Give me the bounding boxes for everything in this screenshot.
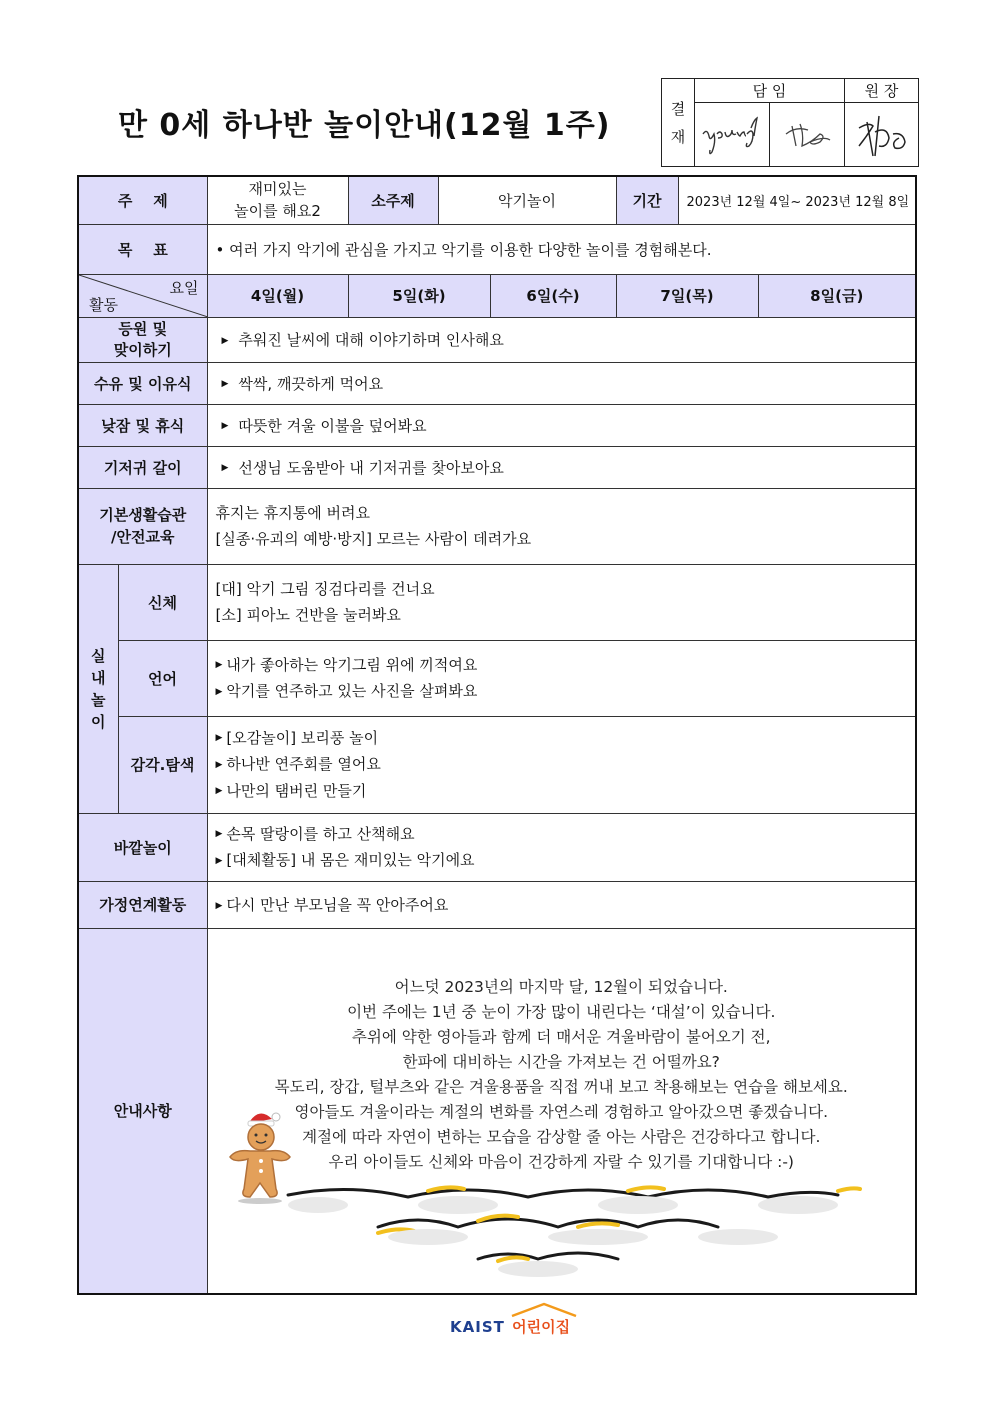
day-wed: 6일(수)	[490, 274, 616, 317]
approval-side-label-1: 결	[670, 99, 686, 118]
signature-director-icon	[845, 104, 918, 166]
outdoor-text-1: 손목 딸랑이를 하고 산책해요	[226, 824, 415, 843]
logo-house-icon	[512, 1316, 570, 1337]
goal-label: 목 표	[78, 224, 207, 274]
sensory-text-3: 나만의 탬버린 만들기	[226, 781, 367, 800]
notice-line-8: 우리 아이들도 신체와 마음이 건강하게 자랄 수 있기를 기대합니다 :-)	[328, 1152, 794, 1171]
meal-label: 수유 및 이유식	[78, 362, 207, 404]
logo-daycare-text: 어린이집	[512, 1318, 571, 1336]
director-signature	[845, 103, 919, 167]
topic-value-line-1: 재미있는	[248, 180, 307, 199]
bullet-triangle-icon: ▶	[215, 660, 223, 670]
snow-hills-decoration	[278, 1175, 878, 1285]
corner-day-label: 요일	[169, 278, 199, 297]
teacher-header: 담 임	[695, 79, 845, 103]
notice-label: 안내사항	[78, 928, 207, 1294]
signature-scribble-icon	[770, 104, 844, 166]
language-text-2: 악기를 연주하고 있는 사진을 살펴봐요	[226, 682, 478, 700]
day-thu: 7일(목)	[617, 275, 759, 317]
corner-activity-label: 활동	[89, 295, 118, 314]
sensory-value	[207, 716, 916, 813]
approval-side-label	[662, 79, 695, 167]
habit-label	[78, 488, 207, 564]
sensory-line-3	[216, 778, 908, 805]
outdoor-label: 바깥놀이	[78, 813, 207, 881]
language-line-2	[216, 678, 908, 705]
habit-text-1: 휴지는 휴지통에 버려요	[215, 504, 370, 522]
day-activity-corner	[78, 274, 207, 317]
nap-value	[207, 404, 916, 446]
topic-value	[207, 176, 348, 224]
bullet-triangle-icon: ▶	[221, 335, 229, 346]
page-title: 만 0세 하나반 놀이안내(12월 1주)	[118, 108, 611, 143]
outdoor-line-2	[216, 847, 908, 874]
language-text-1: 내가 좋아하는 악기그림 위에 끼적여요	[226, 655, 478, 674]
logo-kaist-text: KAIST	[450, 1318, 505, 1336]
habit-text-2: [실종·유괴의 예방·방지] 모르는 사람이 데려가요	[215, 530, 532, 548]
home-value	[207, 881, 916, 928]
notice-content	[207, 928, 916, 1294]
topic-label: 주 제	[78, 176, 207, 224]
sensory-text-2: 하나반 연주회를 열어요	[226, 755, 381, 774]
nap-text: 따뜻한 겨울 이불을 덮어봐요	[238, 416, 427, 435]
notice-line-3: 추위에 약한 영아들과 함께 더 매서운 겨울바람이 불어오기 전,	[351, 1027, 771, 1046]
day-thu-fri	[616, 274, 916, 317]
meal-value	[207, 362, 916, 404]
approval-side-label-2: 재	[670, 127, 686, 146]
habit-label-line-1: 기본생활습관	[99, 506, 187, 524]
notice-line-5: 목도리, 장갑, 털부츠와 같은 겨울용품을 직접 꺼내 보고 착용해보는 연습을 해보세요.	[274, 1077, 848, 1096]
indoor-play-label	[78, 564, 118, 813]
topic-value-line-2: 놀이를 해요2	[234, 202, 321, 221]
period-value: 2023년 12월 4일~ 2023년 12월 8일	[678, 176, 916, 224]
indoor-char-1: 실	[91, 646, 106, 665]
home-label: 가정연계활동	[78, 881, 207, 928]
teacher-signature-1	[695, 103, 770, 167]
bullet-triangle-icon: ▶	[215, 829, 223, 839]
sensory-line-2	[216, 751, 908, 778]
body-label: 신체	[118, 564, 207, 640]
habit-value	[207, 488, 916, 564]
arrival-label-line-1: 등원 및	[118, 319, 168, 338]
indoor-char-2: 내	[91, 668, 106, 687]
arrival-label-line-2: 맞이하기	[113, 340, 172, 359]
weekly-plan-table	[77, 175, 917, 1295]
home-text: 다시 만난 부모님을 꼭 안아주어요	[226, 896, 449, 914]
approval-box	[661, 78, 919, 167]
sensory-line-1	[216, 725, 908, 752]
habit-label-line-2: /안전교육	[111, 528, 175, 546]
language-line-1	[216, 652, 908, 679]
language-value	[207, 640, 916, 716]
bullet-triangle-icon: ▶	[221, 379, 229, 389]
teacher-signature-2	[770, 103, 845, 167]
bullet-triangle-icon: ▶	[215, 786, 223, 797]
arrival-text: 추워진 날씨에 대해 이야기하며 인사해요	[238, 331, 504, 349]
notice-line-4: 한파에 대비하는 시간을 가져보는 건 어떨까요?	[402, 1052, 720, 1071]
signature-young-icon	[695, 104, 769, 166]
language-label: 언어	[118, 640, 207, 716]
arrival-label	[78, 317, 207, 362]
bullet-triangle-icon: ▶	[215, 759, 223, 770]
notice-line-7: 계절에 따라 자연이 변하는 모습을 감상할 줄 아는 사람은 건강하다고 합니다.	[302, 1127, 821, 1146]
body-value	[207, 564, 916, 640]
bullet-triangle-icon: ▶	[215, 733, 223, 744]
notice-line-6: 영아들도 겨울이라는 계절의 변화를 자연스레 경험하고 알아갔으면 좋겠습니다.	[294, 1102, 829, 1121]
bullet-triangle-icon: ▶	[215, 855, 223, 866]
nap-label: 낮잠 및 휴식	[78, 404, 207, 446]
bullet-triangle-icon: ▶	[215, 900, 223, 911]
bullet-triangle-icon: ▶	[221, 463, 229, 473]
bullet-triangle-icon: ▶	[221, 421, 229, 431]
body-text-1: [대] 악기 그림 징검다리를 건너요	[215, 580, 435, 598]
day-mon: 4일(월)	[207, 274, 348, 317]
outdoor-line-1	[216, 821, 908, 848]
bullet-triangle-icon: ▶	[215, 686, 223, 697]
sensory-text-1: [오감놀이] 보리풍 놀이	[226, 728, 379, 747]
kaist-logo	[450, 1316, 570, 1337]
subtopic-value: 악기놀이	[438, 176, 616, 224]
indoor-char-4: 이	[91, 712, 106, 731]
sensory-label: 감각.탐색	[118, 716, 207, 813]
day-fri: 8일(금)	[810, 287, 864, 305]
outdoor-text-2: [대체활동] 내 몸은 재미있는 악기에요	[226, 851, 475, 869]
notice-line-1: 어느덧 2023년의 마지막 달, 12월이 되었습니다.	[394, 977, 728, 996]
notice-text	[208, 975, 916, 1175]
arrival-value	[207, 317, 916, 362]
period-label: 기간	[616, 176, 678, 224]
diaper-label: 기저귀 갈이	[78, 446, 207, 488]
indoor-char-3: 놀	[91, 690, 106, 709]
notice-line-2: 이번 주에는 1년 중 눈이 가장 많이 내린다는 ‘대설’이 있습니다.	[347, 1002, 776, 1021]
meal-text: 싹싹, 깨끗하게 먹어요	[238, 374, 384, 393]
director-header: 원 장	[845, 79, 919, 103]
subtopic-label: 소주제	[348, 176, 438, 224]
diaper-text: 선생님 도움받아 내 기저귀를 찾아보아요	[238, 458, 504, 477]
day-tue: 5일(화)	[348, 274, 490, 317]
goal-value: • 여러 가지 악기에 관심을 가지고 악기를 이용한 다양한 놀이를 경험해본다.	[207, 224, 916, 274]
outdoor-value	[207, 813, 916, 881]
body-text-2: [소] 피아노 건반을 눌러봐요	[215, 606, 401, 624]
diaper-value	[207, 446, 916, 488]
